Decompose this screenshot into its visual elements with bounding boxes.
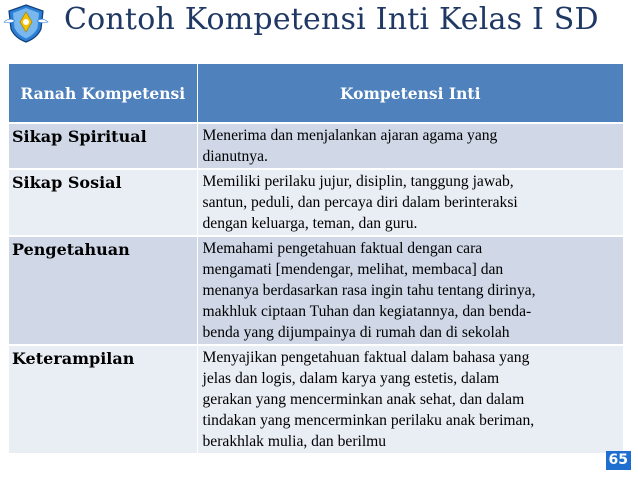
kompetensi-line: menanya berdasarkan rasa ingin tahu tentang dirinya, [202,282,536,299]
kompetensi-line: tindakan yang mencerminkan perilaku anak beriman, [202,412,535,429]
table-row [9,123,623,169]
ranah-cell: Sikap Sosial [9,169,197,236]
table-row [9,345,623,453]
kompetensi-line: dianutnya. [202,148,268,165]
header-ranah-kompetensi [9,64,197,123]
table-header-row [9,64,623,123]
ranah-cell: Pengetahuan [9,236,197,345]
kompetensi-line: Menerima dan menjalankan ajaran agama yang [202,127,498,144]
kompetensi-line: mengamati [mendengar, melihat, membaca] dan [202,261,504,278]
ranah-cell: Keterampilan [9,345,197,453]
table-row [9,169,623,236]
ranah-cell: Sikap Spiritual [9,123,197,169]
kompetensi-line: jelas dan logis, dalam karya yang estetis, dalam [202,370,500,387]
kompetensi-line: Memiliki perilaku jujur, disiplin, tanggung jawab, [202,173,514,190]
kompetensi-line: gerakan yang mencerminkan anak sehat, dan dalam [202,391,525,408]
kompetensi-line: Menyajikan pengetahuan faktual dalam bahasa yang [202,349,530,366]
page-number-badge: 65 [606,451,631,470]
header-ranah-label: Ranah Kompetensi [20,83,186,103]
kompetensi-line: berakhlak mulia, dan berilmu [202,433,387,450]
table-row [9,236,623,345]
header-kompetensi-inti [197,64,623,123]
slide-title: Contoh Kompetensi Inti Kelas I SD [64,2,599,37]
kompetensi-line: benda yang dijumpainya di rumah dan di sekolah [202,324,510,341]
kompetensi-line: Memahami pengetahuan faktual dengan cara [202,240,483,257]
header-kompetensi-label: Kompetensi Inti [340,83,481,103]
kompetensi-cell [197,169,623,236]
tut-wuri-handayani-logo [2,2,50,44]
kompetensi-cell [197,345,623,453]
kompetensi-line: dengan keluarga, teman, dan guru. [202,215,418,232]
kompetensi-line: makhluk ciptaan Tuhan dan kegiatannya, dan benda- [202,303,532,320]
kompetensi-line: santun, peduli, dan percaya diri dalam berinteraksi [202,194,518,211]
kompetensi-cell [197,123,623,169]
kompetensi-cell [197,236,623,345]
kompetensi-table [9,64,623,453]
